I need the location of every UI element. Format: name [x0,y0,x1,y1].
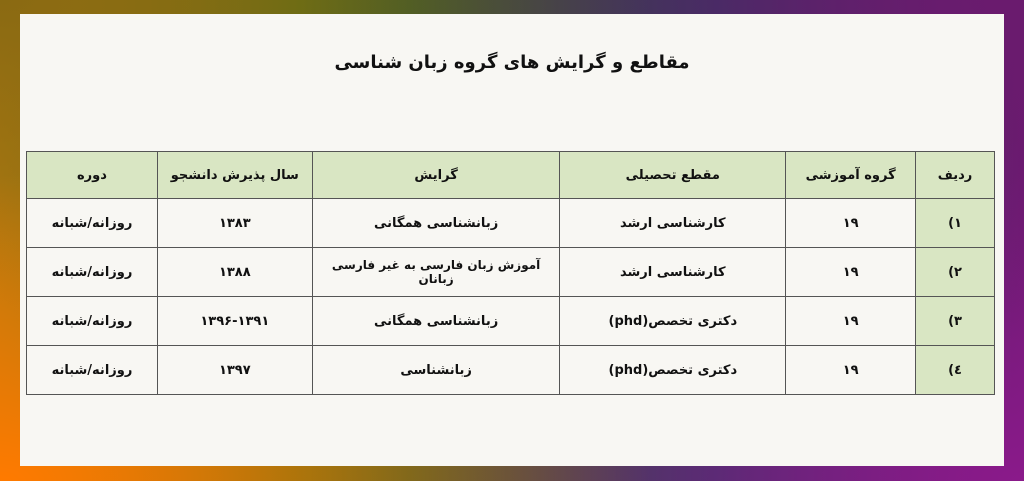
cell-admission-year: ١٣٩٧ [157,346,312,395]
header-specialization: گرایش [312,152,560,199]
cell-row-number: ٢) [916,248,995,297]
header-admission-year: سال پذیرش دانشجو [157,152,312,199]
cell-department: ١٩ [786,248,916,297]
cell-degree: دکتری تخصص(phd) [560,346,786,395]
cell-specialization: زبانشناسی همگانی [312,199,560,248]
table-row [27,297,995,346]
cell-admission-year: ١٣٩١-١٣٩۶ [157,297,312,346]
cell-row-number: ٣) [916,297,995,346]
cell-department: ١٩ [786,297,916,346]
cell-program-type: روزانه/شبانه [27,346,158,395]
cell-department: ١٩ [786,346,916,395]
header-department: گروه آموزشی [786,152,916,199]
header-degree: مقطع تحصیلی [560,152,786,199]
cell-specialization: زبانشناسی [312,346,560,395]
cell-program-type: روزانه/شبانه [27,248,158,297]
cell-row-number: ٤) [916,346,995,395]
cell-admission-year: ١٣٨٣ [157,199,312,248]
header-program-type: دوره [27,152,158,199]
cell-program-type: روزانه/شبانه [27,199,158,248]
cell-degree: کارشناسی ارشد [560,199,786,248]
table-row [27,199,995,248]
cell-degree: دکتری تخصص(phd) [560,297,786,346]
cell-program-type: روزانه/شبانه [27,297,158,346]
cell-specialization: آموزش زبان فارسی به غیر فارسی زبانان [312,248,560,297]
page-title: مقاطع و گرایش های گروه زبان شناسی [334,52,690,73]
cell-department: ١٩ [786,199,916,248]
table-row [27,346,995,395]
header-row-number: ردیف [916,152,995,199]
table-header-row [27,152,995,199]
content-card [20,14,1004,466]
cell-specialization: زبانشناسی همگانی [312,297,560,346]
table-row [27,248,995,297]
cell-row-number: ١) [916,199,995,248]
cell-admission-year: ١٣٨٨ [157,248,312,297]
majors-table [26,151,995,395]
cell-degree: کارشناسی ارشد [560,248,786,297]
